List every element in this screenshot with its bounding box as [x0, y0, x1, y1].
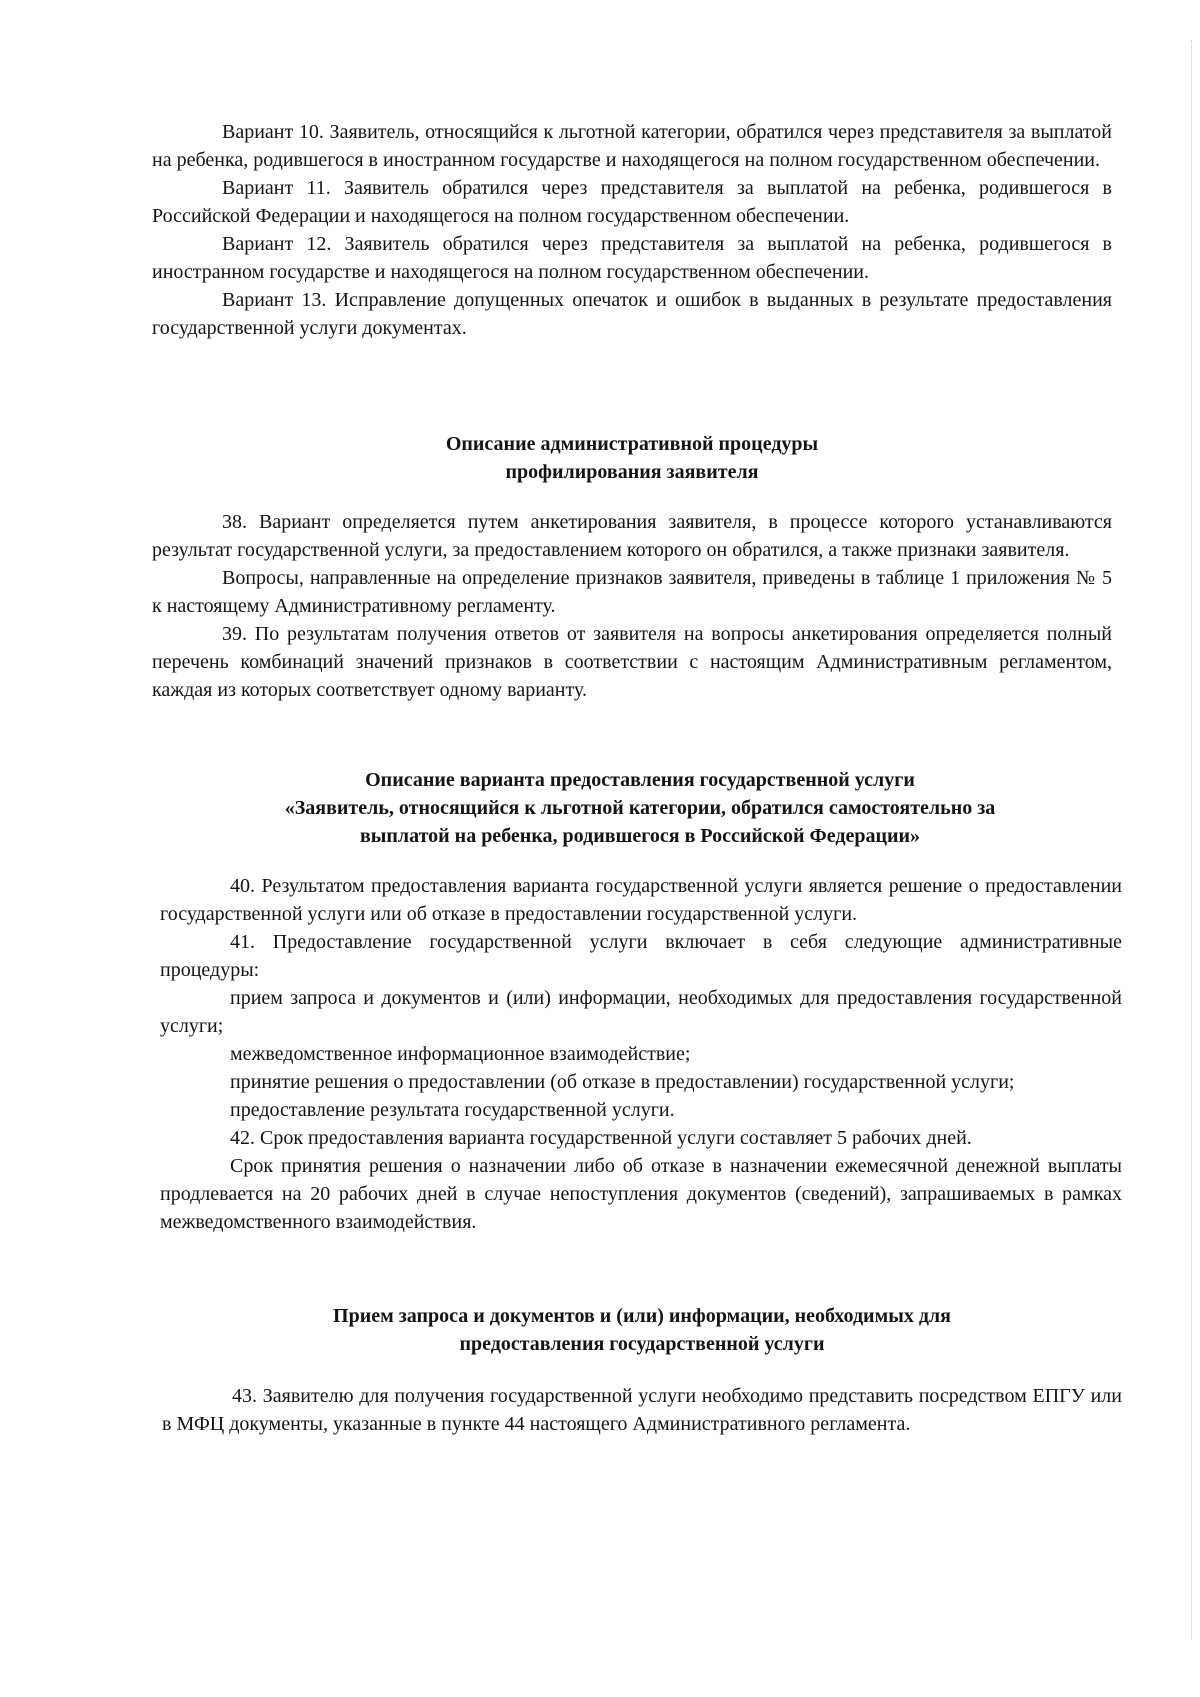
paragraph-41: 41. Предоставление государственной услуги включает в себя следующие административные процедуры:: [160, 931, 1122, 981]
section-heading-variant: [160, 766, 1120, 850]
paragraph-procedure-1: прием запроса и документов и (или) информации, необходимых для предоставления государственной услуги;: [160, 987, 1122, 1037]
paragraph-43: 43. Заявителю для получения государственной услуги необходимо представить посредством ЕПГУ или в МФЦ документы, указанные в пункте 44 настоящего Административного регламента.: [162, 1385, 1122, 1435]
heading-line: профилирования заявителя: [505, 461, 759, 483]
paragraph-questions: Вопросы, направленные на определение признаков заявителя, приведены в таблице 1 приложения № 5 к настоящему Административному регламенту.: [152, 567, 1112, 617]
variants-list: [152, 118, 1112, 342]
paragraph-42: 42. Срок предоставления варианта государственной услуги составляет 5 рабочих дней.: [230, 1127, 972, 1149]
heading-line: предоставления государственной услуги: [459, 1333, 825, 1355]
paragraph-40: 40. Результатом предоставления варианта государственной услуги является решение о предоставлении государственной услуги или об отказе в предоставлении государственной услуги.: [160, 875, 1122, 925]
paragraph-procedure-2: межведомственное информационное взаимодействие;: [230, 1043, 691, 1065]
paragraph-variant-11: Вариант 11. Заявитель обратился через представителя за выплатой на ребенка, родившегося в Российской Федерации и находящегося на полном государственном обеспечении.: [152, 177, 1112, 227]
section-heading-request: [162, 1302, 1122, 1358]
scan-edge-dots: [1191, 40, 1192, 1640]
heading-line: Прием запроса и документов и (или) информации, необходимых для: [333, 1305, 951, 1327]
request-section: [162, 1382, 1122, 1438]
paragraph-procedure-3: принятие решения о предоставлении (об отказе в предоставлении) государственной услуги;: [230, 1071, 1015, 1093]
heading-line: «Заявитель, относящийся к льготной категории, обратился самостоятельно за: [284, 797, 996, 819]
heading-line: Описание варианта предоставления государственной услуги: [365, 769, 915, 791]
heading-line: выплатой на ребенка, родившегося в Российской Федерации»: [359, 825, 921, 847]
paragraph-38: 38. Вариант определяется путем анкетирования заявителя, в процессе которого устанавливаются результат государственной услуги, за предоставлением которого он обратился, а также признаки заявителя.: [152, 511, 1112, 561]
profiling-section: [152, 508, 1112, 704]
paragraph-procedure-4: предоставление результата государственной услуги.: [230, 1099, 675, 1121]
paragraph-variant-12: Вариант 12. Заявитель обратился через представителя за выплатой на ребенка, родившегося в иностранном государстве и находящегося на полном государственном обеспечении.: [152, 233, 1112, 283]
paragraph-39: 39. По результатам получения ответов от заявителя на вопросы анкетирования определяется полный перечень комбинаций значений признаков в соответствии с настоящим Административным регламентом, каждая из которых соответствует одному варианту.: [152, 623, 1112, 701]
variant-section: [160, 872, 1122, 1236]
paragraph-variant-10: Вариант 10. Заявитель, относящийся к льготной категории, обратился через представителя за выплатой на ребенка, родившегося в иностранном государстве и находящегося на полном государственном обеспечении.: [152, 121, 1112, 171]
heading-line: Описание административной процедуры: [445, 433, 819, 455]
paragraph-variant-13: Вариант 13. Исправление допущенных опечаток и ошибок в выданных в результате предоставления государственной услуги документах.: [152, 289, 1112, 339]
paragraph-term-extension: Срок принятия решения о назначении либо об отказе в назначении ежемесячной денежной выплаты продлевается на 20 рабочих дней в случае непоступления документов (сведений), запрашиваемых в рамках межведомственного взаимодействия.: [160, 1155, 1122, 1233]
section-heading-profiling: [152, 430, 1112, 486]
